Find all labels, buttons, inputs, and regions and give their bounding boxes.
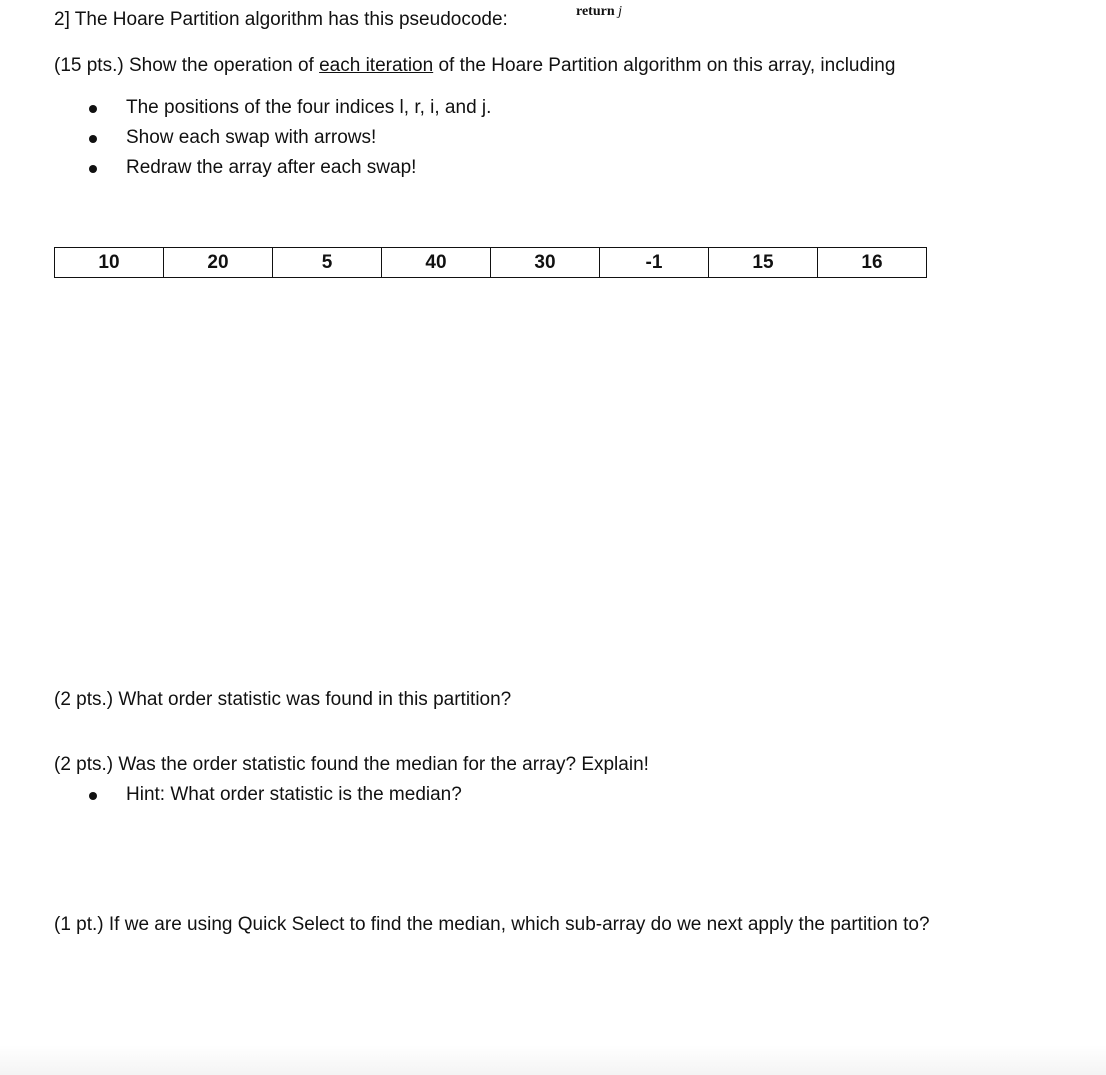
page-bottom-shadow bbox=[0, 1045, 1106, 1075]
q4-prompt: (1 pt.) If we are using Quick Select to find the median, which sub-array do we next apply the partition to? bbox=[54, 914, 930, 935]
array-cell: 10 bbox=[55, 248, 164, 278]
array-cell: 20 bbox=[164, 248, 273, 278]
array-cell: 30 bbox=[491, 248, 600, 278]
array-cell: -1 bbox=[600, 248, 709, 278]
array-row bbox=[55, 248, 927, 278]
array-table bbox=[54, 247, 927, 278]
q1-bullet-text: Redraw the array after each swap! bbox=[126, 157, 417, 178]
pseudocode-snippet bbox=[576, 4, 622, 20]
return-variable: j bbox=[618, 4, 623, 19]
q1-prefix: (15 pts.) Show the operation of bbox=[54, 55, 320, 76]
bullet-icon bbox=[89, 105, 97, 113]
array-cell: 5 bbox=[273, 248, 382, 278]
bullet-icon bbox=[89, 792, 97, 800]
q3-prompt: (2 pts.) Was the order statistic found the median for the array? Explain! bbox=[54, 754, 649, 775]
question-title: 2] The Hoare Partition algorithm has this pseudocode: bbox=[54, 9, 508, 30]
bullet-icon bbox=[89, 165, 97, 173]
array-cell: 40 bbox=[382, 248, 491, 278]
q1-bullet-text: Show each swap with arrows! bbox=[126, 127, 377, 148]
q1-prompt bbox=[54, 55, 895, 77]
q3-hint-text: Hint: What order statistic is the median? bbox=[126, 784, 462, 805]
q1-bullet-text: The positions of the four indices l, r, i, and j. bbox=[126, 97, 492, 118]
q1-suffix: of the Hoare Partition algorithm on this array, including bbox=[433, 55, 896, 76]
q1-underlined: each iteration bbox=[319, 55, 434, 76]
q2-prompt: (2 pts.) What order statistic was found in this partition? bbox=[54, 689, 512, 710]
array-cell: 16 bbox=[818, 248, 927, 278]
bullet-icon bbox=[89, 135, 97, 143]
array-cell: 15 bbox=[709, 248, 818, 278]
return-keyword: return bbox=[576, 4, 615, 19]
